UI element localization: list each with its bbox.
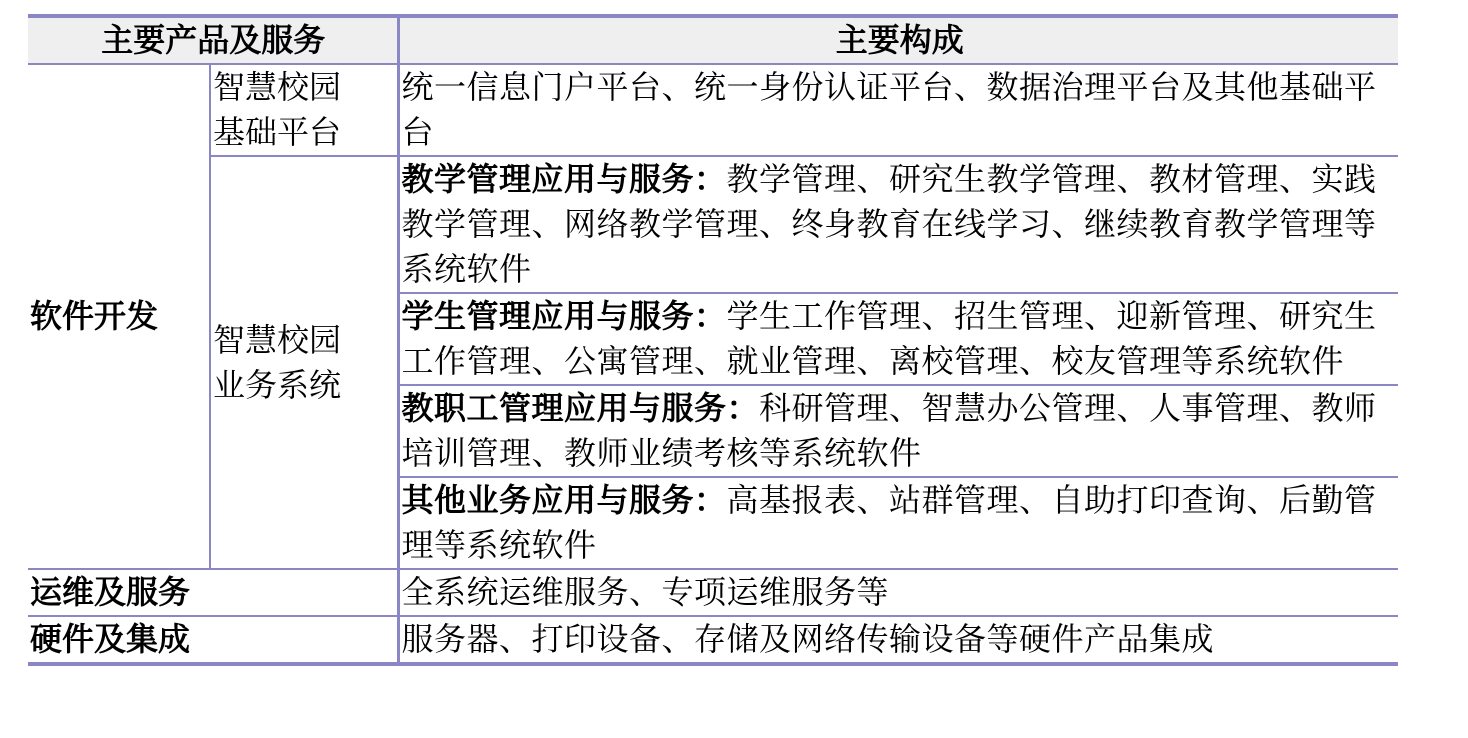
table-row-platform: [28, 64, 1398, 156]
header-composition: 主要构成: [398, 16, 1398, 64]
business-item-student: [398, 293, 1398, 385]
subcategory-platform-line1: 智慧校园: [213, 68, 342, 106]
table-row-teaching: [28, 156, 1398, 293]
business-item-staff: [398, 385, 1398, 477]
subcategory-platform-line2: 基础平台: [213, 113, 342, 151]
table-row-hardware: [28, 616, 1398, 664]
hardware-desc: 服务器、打印设备、存储及网络传输设备等硬件产品集成: [398, 616, 1398, 664]
business-item-text: 科研管理、智慧办公管理、人事管理、教师培训管理、教师业绩考核等系统软件: [401, 389, 1377, 472]
business-item-teaching: [398, 156, 1398, 293]
business-item-other: [398, 477, 1398, 569]
ops-desc: 全系统运维服务、专项运维服务等: [398, 569, 1398, 616]
subcategory-business-line2: 业务系统: [213, 365, 342, 404]
platform-desc: 统一信息门户平台、统一身份认证平台、数据治理平台及其他基础平台: [398, 64, 1398, 156]
business-item-title: 教学管理应用与服务：: [401, 160, 727, 198]
products-table: [28, 14, 1398, 666]
business-item-text: 学生工作管理、招生管理、迎新管理、研究生工作管理、公寓管理、就业管理、离校管理、校友管理等系统软件: [401, 297, 1377, 380]
category-ops: 运维及服务: [28, 569, 398, 616]
subcategory-business: [210, 156, 398, 569]
category-software: 软件开发: [28, 64, 210, 569]
subcategory-platform: [210, 64, 398, 156]
header-row: [28, 16, 1398, 64]
business-item-text: 教学管理、研究生教学管理、教材管理、实践教学管理、网络教学管理、终身教育在线学习、继续教育教学管理等系统软件: [401, 160, 1377, 288]
header-products: 主要产品及服务: [28, 16, 398, 64]
business-item-title: 其他业务应用与服务：: [401, 481, 727, 519]
table-row-ops: [28, 569, 1398, 616]
subcategory-business-line1: 智慧校园: [213, 320, 342, 359]
business-item-text: 高基报表、站群管理、自助打印查询、后勤管理等系统软件: [401, 481, 1377, 564]
business-item-title: 教职工管理应用与服务：: [401, 389, 760, 427]
business-item-title: 学生管理应用与服务：: [401, 297, 727, 335]
category-hardware: 硬件及集成: [28, 616, 398, 664]
